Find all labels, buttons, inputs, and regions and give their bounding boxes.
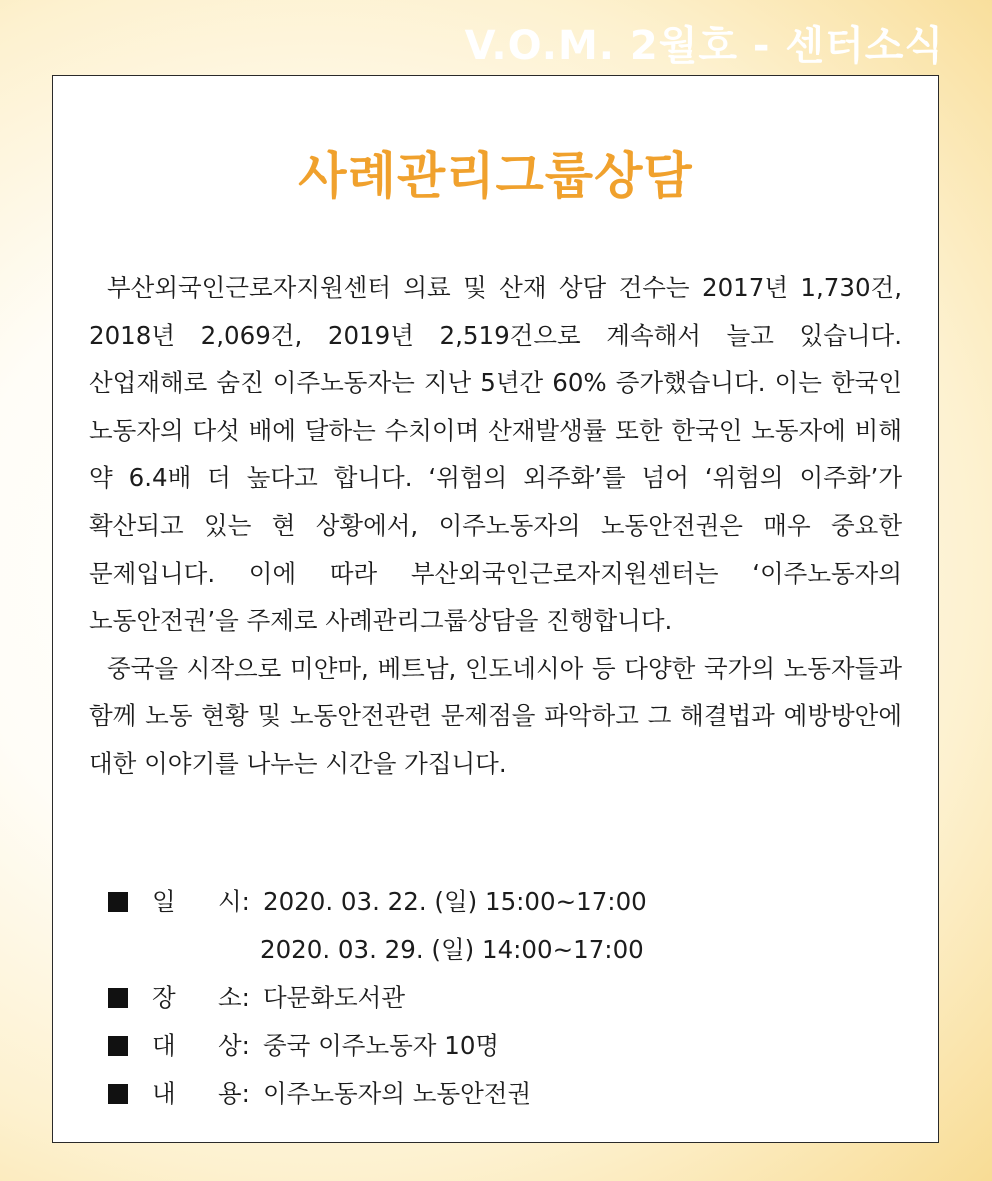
square-bullet-icon (108, 892, 128, 912)
detail-label-first: 내 (152, 1079, 176, 1108)
detail-value-datetime-2: 2020. 03. 29. (일) 14:00~17:00 (260, 935, 644, 964)
article-paragraph-1: 부산외국인근로자지원센터 의료 및 산재 상담 건수는 2017년 1,730건, 2018년 2,069건, 2019년 2,519건으로 계속해서 늘고 있습니다. 산업재해로 숨진 이주노동자는 지난 5년간 60% 증가했습니다. 이는 한국인 노동자의 다섯 배에 달하는 수치이며 산재발생률 또한 한국인 노동자에 비해 약 6.4배 더 높다고 합니다. ‘위험의 외주화’를 넘어 ‘위험의 이주화’가 확산되고 있는 현 상황에서, 이주노동자의 노동안전권은 매우 중요한 문제입니다. 이에 따라 부산외국인근로자지원센터는 ‘이주노동자의 노동안전권’을 주제로 사례관리그룹상담을 진행합니다. (89, 273, 902, 636)
detail-label-second: 용: (218, 1079, 250, 1108)
article-body (89, 264, 902, 788)
detail-value-content: 이주노동자의 노동안전권 (263, 1079, 532, 1108)
article-paragraph-2: 중국을 시작으로 미얀마, 베트남, 인도네시아 등 다양한 국가의 노동자들과 함께 노동 현황 및 노동안전관련 문제점을 파악하고 그 해결법과 예방방안에 대한 이야기를 나누는 시간을 가집니다. (89, 653, 902, 778)
square-bullet-icon (108, 1036, 128, 1056)
newsletter-banner: V.O.M. 2월호 - 센터소식 (464, 23, 944, 69)
detail-label-first: 대 (152, 1031, 176, 1060)
square-bullet-icon (108, 988, 128, 1008)
detail-label-second: 시: (218, 887, 250, 916)
square-bullet-icon (108, 1084, 128, 1104)
detail-label-first: 장 (152, 983, 176, 1012)
detail-label-first: 일 (152, 887, 176, 916)
article-title: 사례관리그룹상담 (298, 147, 693, 205)
detail-value-place: 다문화도서관 (263, 983, 406, 1012)
article-card (52, 75, 939, 1143)
detail-label-second: 상: (218, 1031, 250, 1060)
detail-value-datetime-1: 2020. 03. 22. (일) 15:00~17:00 (263, 887, 647, 916)
detail-label-second: 소: (218, 983, 250, 1012)
detail-value-target: 중국 이주노동자 10명 (263, 1031, 500, 1060)
